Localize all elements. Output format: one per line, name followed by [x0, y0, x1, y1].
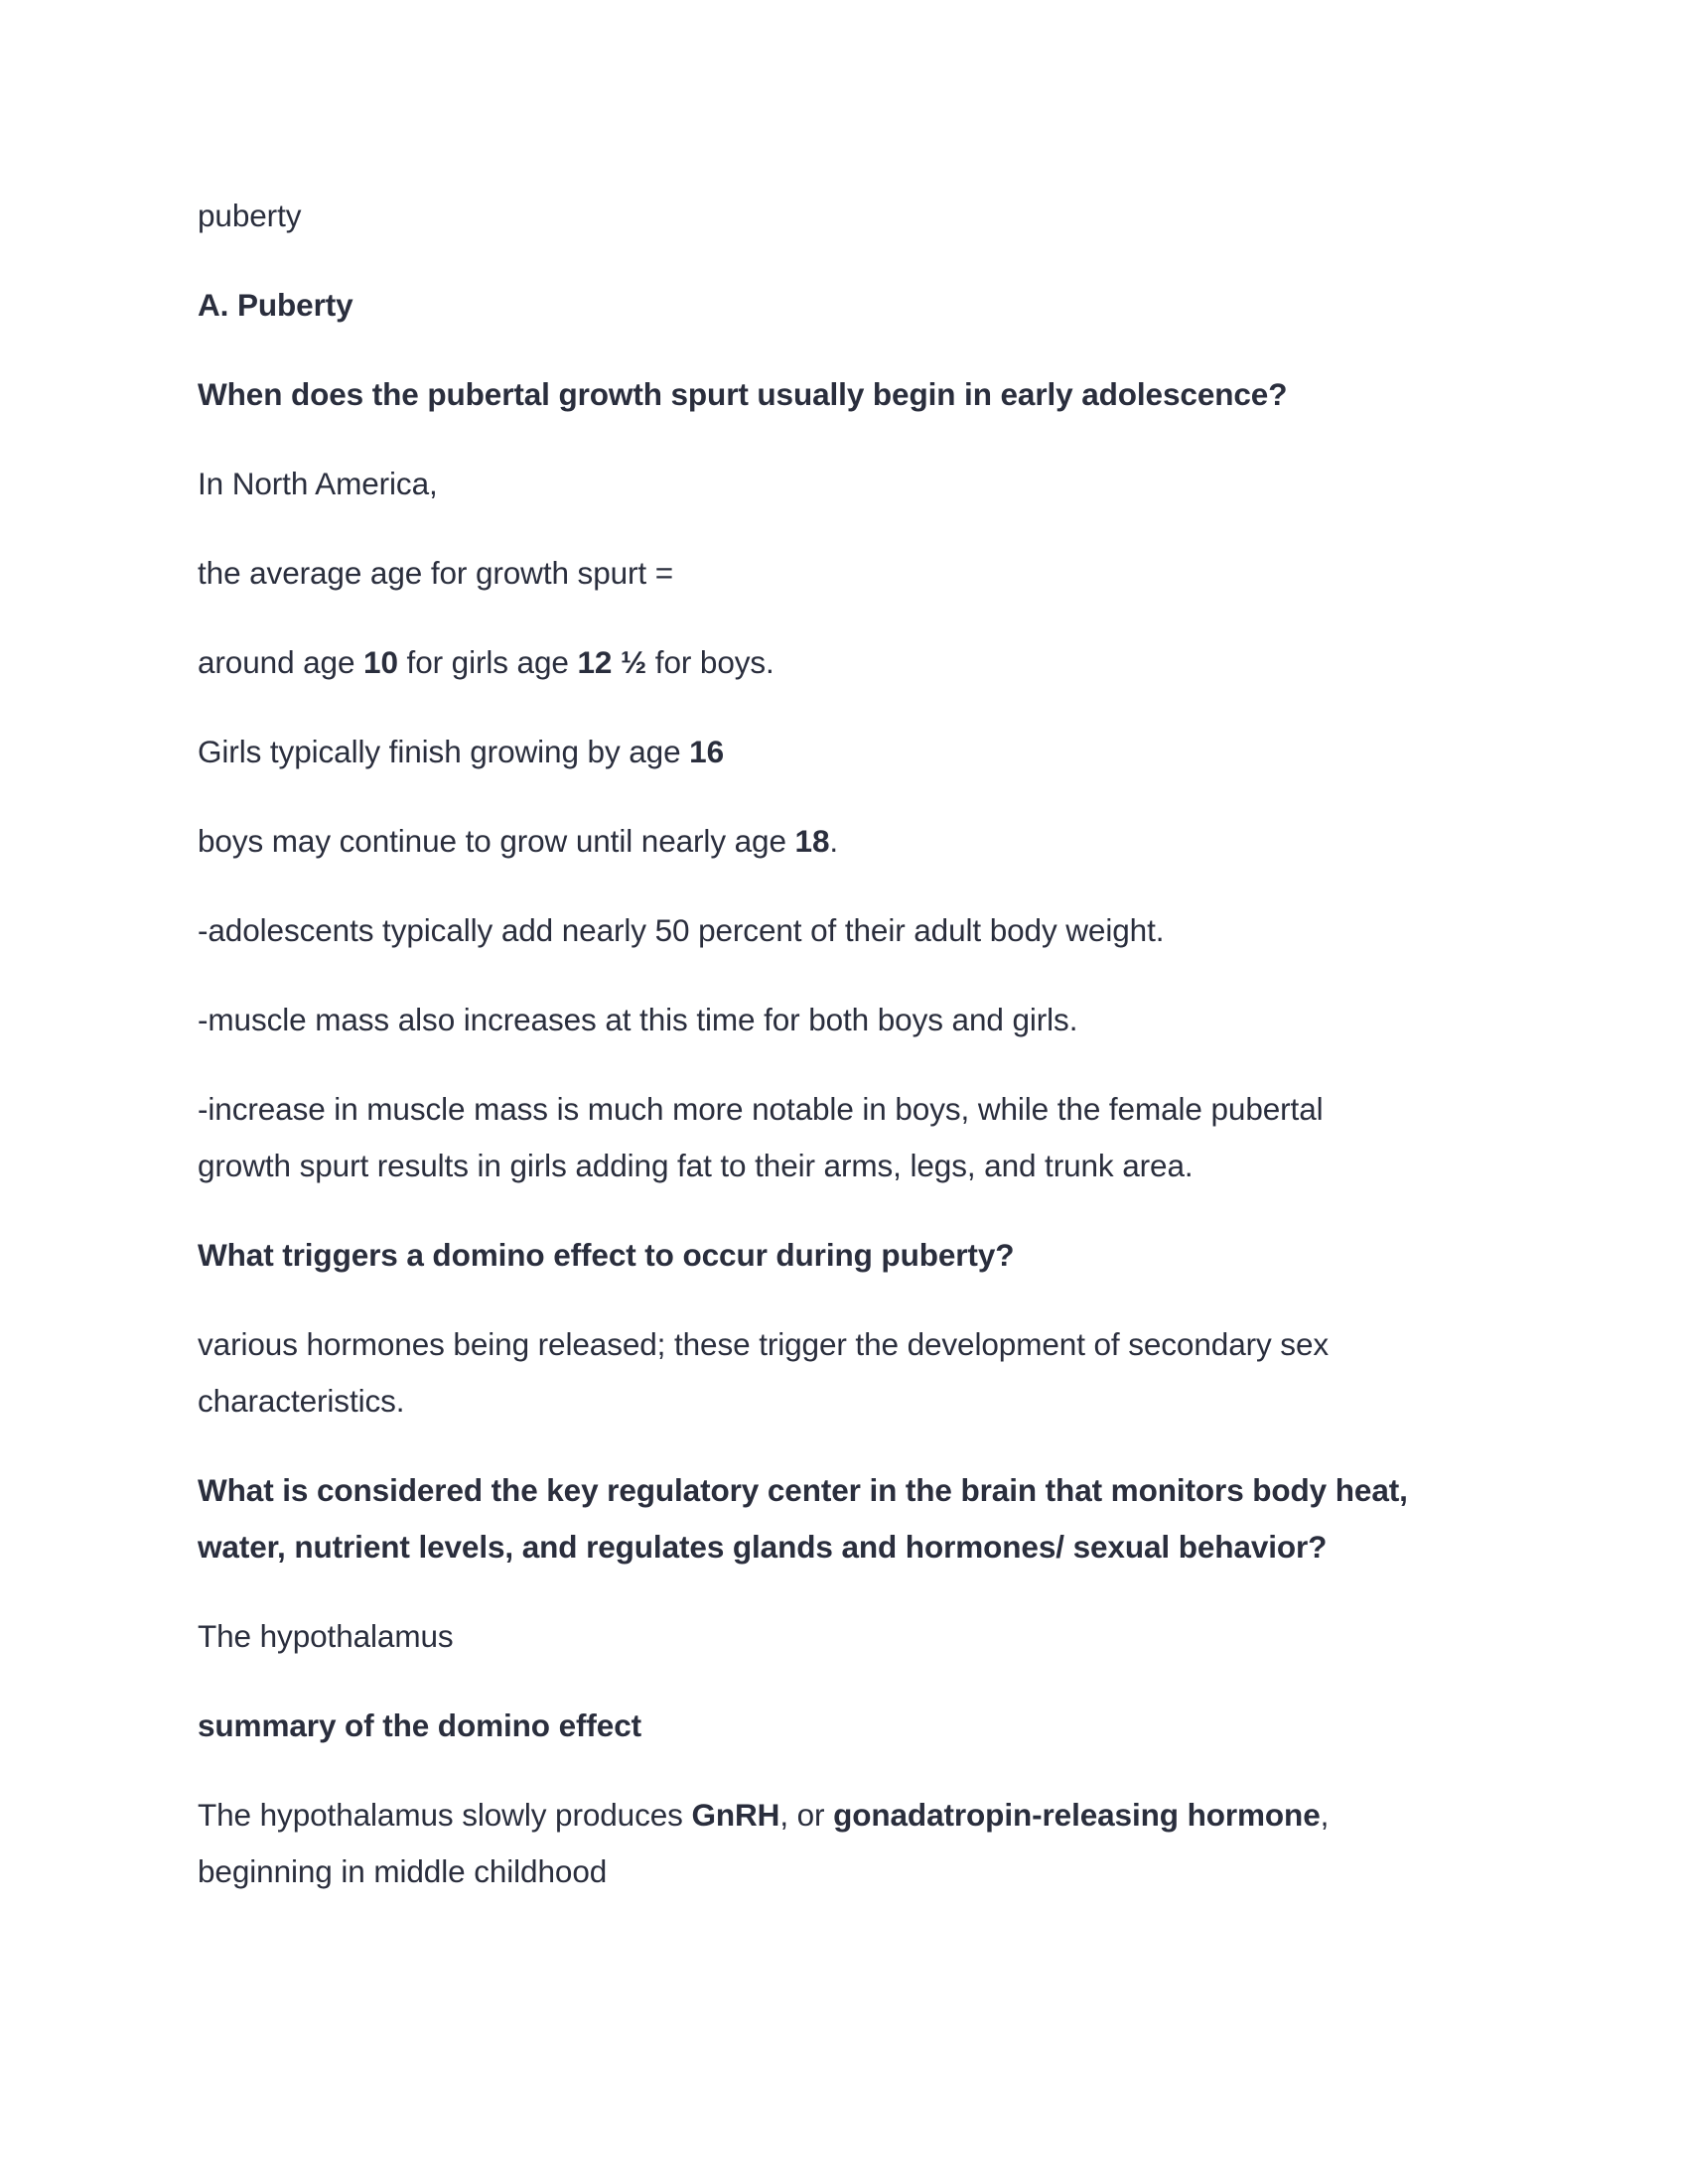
- text-segment: ,: [1320, 1797, 1330, 1833]
- bold-term-full: gonadatropin-releasing hormone: [833, 1797, 1321, 1833]
- bullet-line: -increase in muscle mass is much more notable in boys, while the female pubertal: [198, 1091, 1324, 1127]
- answer-line: In North America,: [198, 466, 438, 501]
- answer-line-boys-continue: [198, 813, 838, 870]
- bullet-line: -adolescents typically add nearly 50 percent of their adult body weight.: [198, 912, 1165, 948]
- section-heading: A. Puberty: [198, 287, 353, 323]
- text-segment: .: [829, 823, 839, 859]
- answer-line: various hormones being released; these trigger the development of secondary sex: [198, 1326, 1330, 1362]
- question-regulatory-center-continued: water, nutrient levels, and regulates glands and hormones/ sexual behavior?: [198, 1529, 1328, 1565]
- bullet-line: -muscle mass also increases at this time for both boys and girls.: [198, 1002, 1078, 1037]
- question-regulatory-center: What is considered the key regulatory center in the brain that monitors body heat,: [198, 1472, 1408, 1508]
- bold-age-girls: 10: [363, 644, 398, 680]
- text-segment: boys may continue to grow until nearly age: [198, 823, 795, 859]
- bold-term-gnrh: GnRH: [691, 1797, 780, 1833]
- text-segment: The hypothalamus slowly produces: [198, 1797, 692, 1833]
- question-domino: What triggers a domino effect to occur during puberty?: [198, 1237, 1015, 1273]
- text-segment: for girls age: [397, 644, 578, 680]
- question-summary: summary of the domino effect: [198, 1707, 642, 1743]
- document-title: puberty: [198, 198, 302, 233]
- bold-age: 18: [794, 823, 830, 859]
- answer-line-girls-finish: [198, 724, 724, 780]
- answer-line: the average age for growth spurt =: [198, 555, 674, 591]
- answer-line-continued: characteristics.: [198, 1383, 405, 1419]
- answer-line: The hypothalamus: [198, 1618, 454, 1654]
- answer-line-continued: beginning in middle childhood: [198, 1853, 608, 1889]
- text-segment: , or: [779, 1797, 834, 1833]
- answer-line-gnrh: [198, 1787, 1329, 1843]
- bold-age: 16: [689, 734, 724, 769]
- text-segment: Girls typically finish growing by age: [198, 734, 690, 769]
- bold-age-boys: 12 ½: [577, 644, 647, 680]
- text-segment: for boys.: [646, 644, 774, 680]
- bullet-line-continued: growth spurt results in girls adding fat to their arms, legs, and trunk area.: [198, 1148, 1194, 1183]
- text-segment: around age: [198, 644, 364, 680]
- answer-line-ages: [198, 634, 774, 691]
- question-growth-spurt: When does the pubertal growth spurt usually begin in early adolescence?: [198, 376, 1288, 412]
